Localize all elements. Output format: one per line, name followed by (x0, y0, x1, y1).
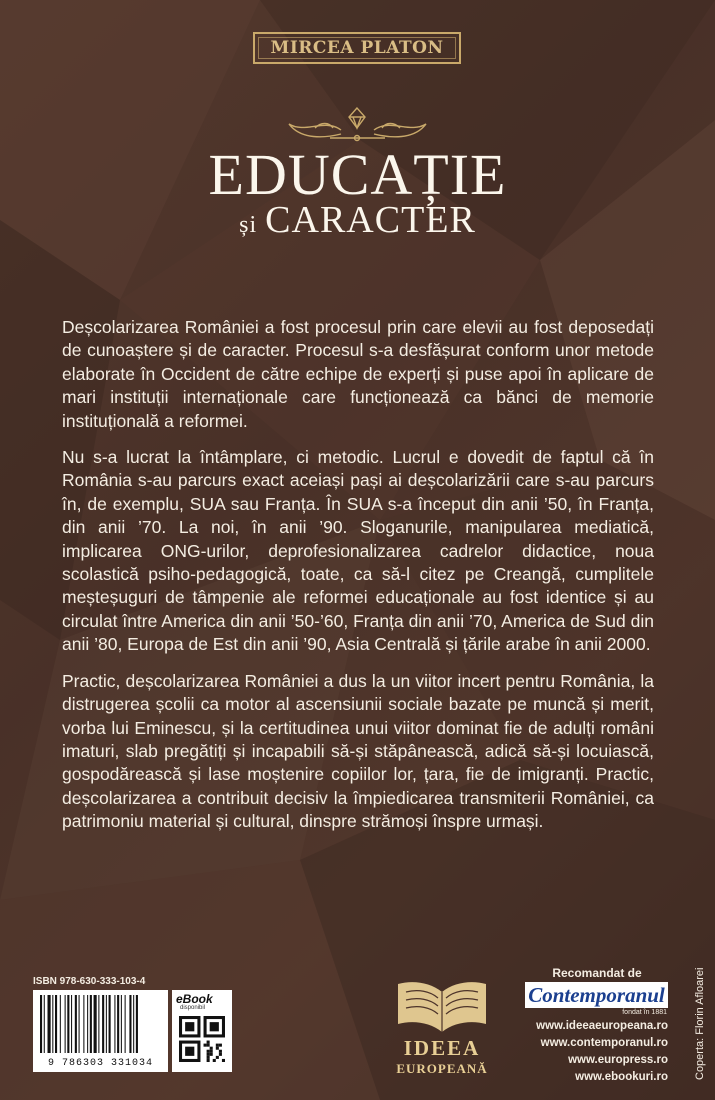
author-name: MIRCEA PLATON (270, 38, 444, 58)
author-plate (253, 32, 461, 64)
website-link[interactable]: www.contemporanul.ro (540, 1037, 668, 1049)
website-link[interactable]: www.ideeaeuropeana.ro (536, 1020, 668, 1032)
book-subtitle (0, 200, 715, 245)
blurb-paragraph: Practic, deșcolarizarea României a dus la un viitor incert pentru România, la distrugerea școlii ca motor al ascensiunii sociale bazate pe muncă și merit, vorba lui Eminescu, și la certitudinea unui viitor dominat fie de adulți români imaturi, slab pregătiți și incapabili să-și stăpânească, adică să-și locuiască, gospodărească și lase moștenire copiilor lor, țara, fie de imigranți. Practic, deșcolarizarea a contribuit decisiv la împiedicarea transmiterii României, ca patrimoniu material și cultural, dinspre strămoși înspre urmași. (62, 670, 654, 832)
founded-note: fondat în 1881 (622, 1009, 667, 1016)
blurb-paragraph: Deșcolarizarea României a fost procesul prin care elevii au fost deposedați de cunoaștere și de caracter. Procesul s-a desfășurat conform unor metode elaborate în Occident de către echipe de experți și puse apoi în aplicare de mari instituții internaționale care funcționează ca bănci de memorie instituțională a reformei. (62, 317, 654, 431)
book-title: EDUCAȚIE (208, 142, 507, 207)
contemporanul-name: Contemporanul (528, 982, 665, 1007)
publisher-name: IDEEA (403, 1036, 481, 1060)
publisher-subname: EUROPEANĂ (396, 1061, 488, 1076)
back-cover-blurb (62, 316, 654, 847)
blurb-paragraph: Nu s-a lucrat la întâmplare, ci metodic. Lucrul e dovedit de faptul că în România s-au parcurs exact aceiași pași ai deșcolarizării care s-au parcurs în, de exemplu, SUA sau Franța. În SUA s-a început din anii ’50, în Franța, din anii ’70. La noi, în anii ’90. Sloganurile, manipularea mediatică, implicarea ONG-urilor, deprofesionalizarea cadrelor didactice, noua scolastică psiho-pedagogică, toate, ca să-l citez pe Creangă, cumplitele meșteșuguri de tâmpenie ale reformei educaționale au fost identice și au circulat între America din anii ’50-’60, Franța din anii ’70, America de Sud din anii ’80, Europa de Est din anii ’90, Asia Centrală și țările arabe în anii 2000. (62, 447, 654, 655)
isbn-label: ISBN 978-630-333-103-4 (33, 976, 146, 987)
barcode-icon (38, 995, 163, 1055)
recommended-by-label: Recomandat de (552, 966, 642, 980)
cover-credit: Coperta: Florin Afloarei (694, 967, 706, 1080)
qr-code-icon (179, 1016, 225, 1062)
contemporanul-logo (525, 982, 668, 1008)
website-link[interactable]: www.ebookuri.ro (575, 1071, 668, 1083)
isbn-digits: 9 786303 331034 (47, 1058, 153, 1069)
ebook-badge (172, 990, 232, 1072)
title-conjunction: și (239, 212, 258, 238)
website-list (500, 1018, 668, 1086)
ebook-sub: disponibil (180, 1005, 206, 1011)
ebook-label: eBook (176, 992, 213, 1006)
open-book-logo-icon (392, 972, 492, 1038)
website-link[interactable]: www.europress.ro (568, 1054, 668, 1066)
title-rest: CARACTER (265, 199, 476, 241)
